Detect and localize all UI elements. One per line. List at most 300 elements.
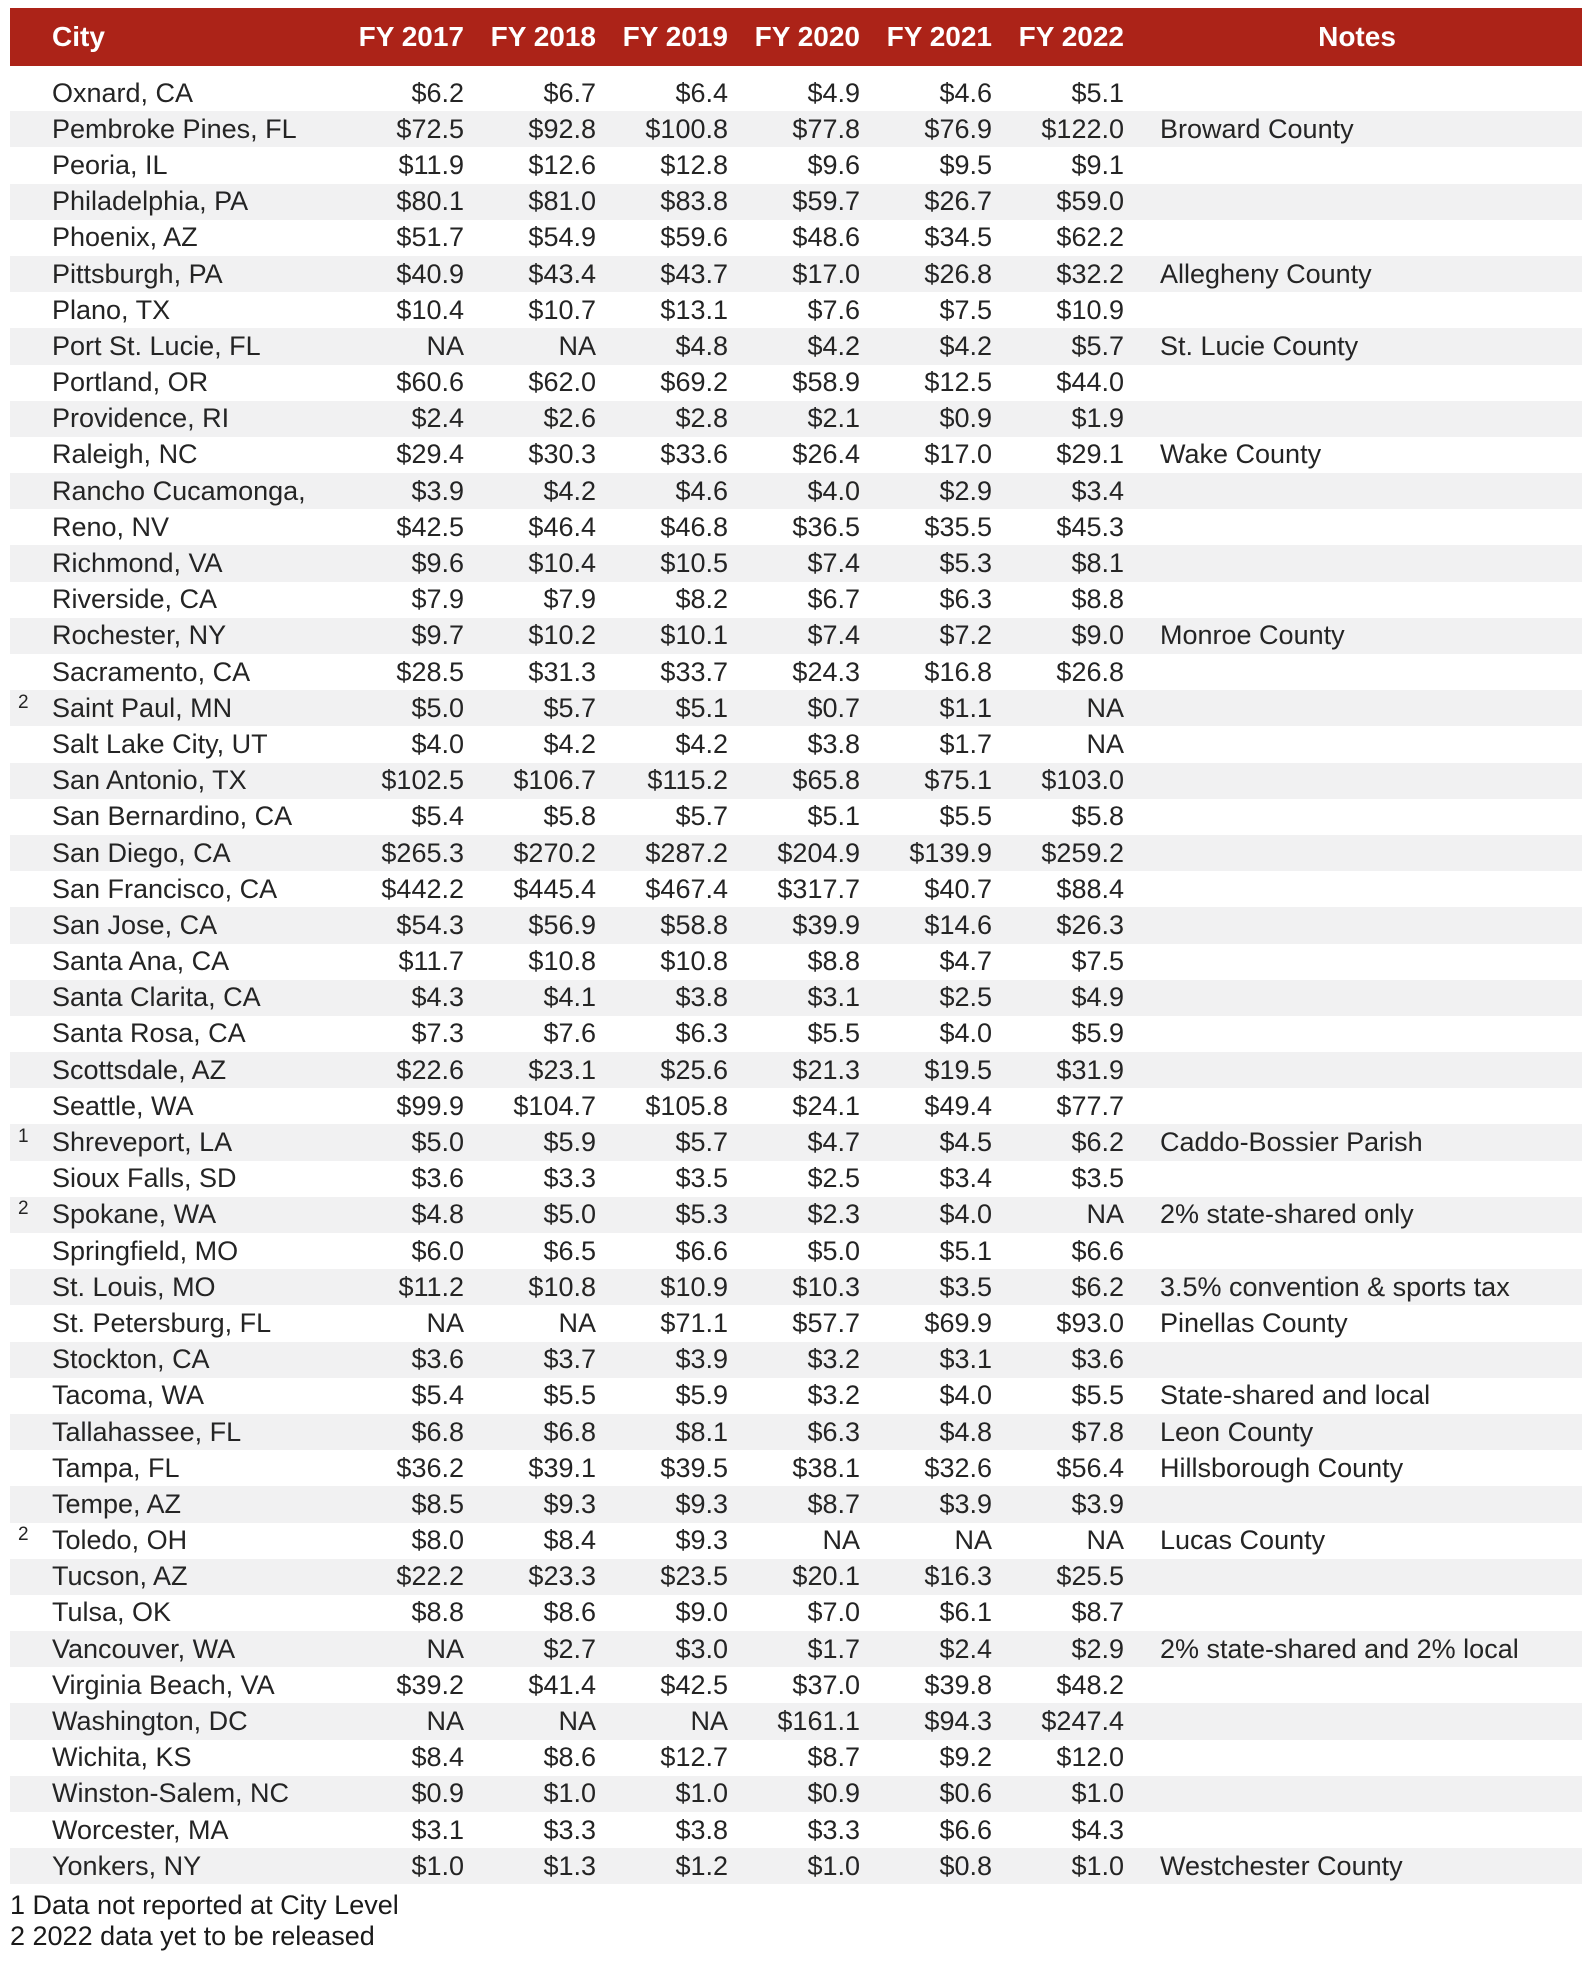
value-cell: $9.5: [939, 149, 992, 180]
city-cell: [10, 186, 340, 217]
value-cell: $2.4: [411, 403, 464, 434]
value-cell: $3.3: [543, 1163, 596, 1194]
table-row: [10, 980, 1582, 1016]
value-cell: $2.5: [939, 982, 992, 1013]
value-cell: $3.9: [1071, 1488, 1124, 1519]
value-cell: $0.9: [939, 403, 992, 434]
value-cell: $24.3: [792, 656, 860, 687]
city-cell: [10, 657, 340, 688]
table-row: [10, 835, 1582, 871]
table-row: [10, 944, 1582, 980]
value-cell: $69.2: [660, 367, 728, 398]
value-cell: NA: [1086, 1199, 1124, 1230]
value-cell: $26.8: [1056, 656, 1124, 687]
table-row: [10, 1197, 1582, 1233]
note-cell: Lucas County: [1160, 1525, 1326, 1556]
value-cell: NA: [426, 1706, 464, 1737]
table-row: [10, 1631, 1582, 1667]
value-cell: $6.2: [1071, 1271, 1124, 1302]
table-row: [10, 618, 1582, 654]
city-name: Tampa, FL: [52, 1452, 180, 1483]
value-cell: $4.7: [807, 1127, 860, 1158]
city-name: Rancho Cucamonga,: [52, 475, 306, 506]
table-row: [10, 401, 1582, 437]
value-cell: $42.5: [660, 1669, 728, 1700]
value-cell: $4.8: [411, 1199, 464, 1230]
city-name: Shreveport, LA: [52, 1127, 233, 1158]
value-cell: $5.9: [675, 1380, 728, 1411]
value-cell: $23.5: [660, 1561, 728, 1592]
city-name: Virginia Beach, VA: [52, 1669, 275, 1700]
value-cell: $29.1: [1056, 439, 1124, 470]
city-name: Oxnard, CA: [52, 77, 194, 108]
value-cell: $5.0: [411, 1127, 464, 1158]
city-cell: [10, 1417, 340, 1448]
city-cell: [10, 1778, 340, 1809]
city-cell: [10, 1453, 340, 1484]
value-cell: $26.8: [924, 258, 992, 289]
value-cell: $10.4: [528, 548, 596, 579]
city-cell: [10, 1561, 340, 1592]
value-cell: $104.7: [513, 1090, 596, 1121]
value-cell: NA: [558, 1706, 596, 1737]
value-cell: $3.6: [411, 1344, 464, 1375]
value-cell: $3.8: [675, 1814, 728, 1845]
city-cell: [10, 78, 340, 109]
note-cell: State-shared and local: [1160, 1380, 1431, 1411]
table-row: [10, 437, 1582, 473]
value-cell: $39.2: [396, 1669, 464, 1700]
value-cell: $3.5: [939, 1271, 992, 1302]
value-cell: $5.3: [939, 548, 992, 579]
table-row: [10, 1776, 1582, 1812]
value-cell: $56.4: [1056, 1452, 1124, 1483]
city-name: Providence, RI: [52, 403, 230, 434]
footnote-2: 2 2022 data yet to be released: [10, 1921, 375, 1952]
value-cell: $6.3: [807, 1416, 860, 1447]
value-cell: NA: [822, 1525, 860, 1556]
city-name: Reno, NV: [52, 511, 170, 542]
value-cell: $39.8: [924, 1669, 992, 1700]
value-cell: $46.8: [660, 511, 728, 542]
value-cell: $2.9: [1071, 1633, 1124, 1664]
table-row: [10, 1269, 1582, 1305]
city-name: Plano, TX: [52, 294, 171, 325]
table-row: [10, 1523, 1582, 1559]
value-cell: $9.2: [939, 1742, 992, 1773]
table-row: [10, 763, 1582, 799]
city-cell: [10, 910, 340, 941]
column-header-fy2021: FY 2021: [886, 21, 992, 52]
value-cell: $8.5: [411, 1488, 464, 1519]
city-cell: [10, 1236, 340, 1267]
value-cell: $5.5: [807, 1018, 860, 1049]
value-cell: $8.4: [411, 1742, 464, 1773]
value-cell: $3.6: [411, 1163, 464, 1194]
table-rows: [10, 75, 1582, 1884]
value-cell: $4.0: [939, 1018, 992, 1049]
value-cell: $3.2: [807, 1380, 860, 1411]
value-cell: $3.9: [411, 475, 464, 506]
value-cell: $4.2: [543, 728, 596, 759]
city-cell: [10, 548, 340, 579]
value-cell: $467.4: [645, 873, 728, 904]
value-cell: $3.9: [675, 1344, 728, 1375]
value-cell: $1.0: [411, 1850, 464, 1881]
value-cell: $4.3: [411, 982, 464, 1013]
city-cell: [10, 1308, 340, 1339]
value-cell: $37.0: [792, 1669, 860, 1700]
table-row: [10, 220, 1582, 256]
value-cell: $4.7: [939, 946, 992, 977]
value-cell: $7.6: [807, 294, 860, 325]
value-cell: $2.4: [939, 1633, 992, 1664]
column-header-fy2022: FY 2022: [1018, 21, 1124, 52]
value-cell: $106.7: [513, 765, 596, 796]
value-cell: $1.1: [939, 692, 992, 723]
value-cell: $161.1: [777, 1706, 860, 1737]
note-cell: Allegheny County: [1160, 258, 1372, 289]
value-cell: $8.1: [1071, 548, 1124, 579]
value-cell: $0.8: [939, 1850, 992, 1881]
value-cell: $93.0: [1056, 1307, 1124, 1338]
value-cell: $3.3: [807, 1814, 860, 1845]
table-row: [10, 184, 1582, 220]
city-name: St. Louis, MO: [52, 1271, 216, 1302]
value-cell: $317.7: [777, 873, 860, 904]
value-cell: $5.8: [543, 801, 596, 832]
value-cell: $11.2: [398, 1271, 464, 1302]
city-cell: [10, 1199, 340, 1230]
value-cell: $7.2: [939, 620, 992, 651]
city-name: Washington, DC: [52, 1706, 248, 1737]
table-row: [10, 75, 1582, 111]
value-cell: $11.7: [398, 946, 464, 977]
city-name: San Bernardino, CA: [52, 801, 293, 832]
value-cell: $7.3: [411, 1018, 464, 1049]
value-cell: $30.3: [528, 439, 596, 470]
city-name: Winston-Salem, NC: [52, 1778, 290, 1809]
value-cell: $48.6: [792, 222, 860, 253]
value-cell: $8.7: [807, 1488, 860, 1519]
value-cell: $28.5: [396, 656, 464, 687]
value-cell: $4.5: [939, 1127, 992, 1158]
value-cell: $92.8: [528, 113, 596, 144]
value-cell: $9.1: [1071, 149, 1124, 180]
table-row: [10, 871, 1582, 907]
value-cell: $265.3: [381, 837, 464, 868]
city-cell: [10, 693, 340, 724]
value-cell: $5.0: [807, 1235, 860, 1266]
value-cell: $31.9: [1056, 1054, 1124, 1085]
city-name: Wichita, KS: [52, 1742, 192, 1773]
table-row: [10, 1450, 1582, 1486]
value-cell: $4.6: [939, 77, 992, 108]
city-name: Port St. Lucie, FL: [52, 330, 261, 361]
value-cell: $10.1: [660, 620, 728, 651]
city-cell: [10, 1091, 340, 1122]
table-row: [10, 292, 1582, 328]
city-name: Seattle, WA: [52, 1090, 194, 1121]
table-row: [10, 726, 1582, 762]
value-cell: $5.4: [411, 801, 464, 832]
city-cell: [10, 1706, 340, 1737]
city-name: Santa Rosa, CA: [52, 1018, 246, 1049]
value-cell: $1.7: [807, 1633, 860, 1664]
table-row: [10, 1703, 1582, 1739]
column-header-fy2018: FY 2018: [490, 21, 596, 52]
value-cell: $1.0: [543, 1778, 596, 1809]
city-name: Spokane, WA: [52, 1199, 217, 1230]
city-name: Philadelphia, PA: [52, 186, 249, 217]
value-cell: $23.3: [528, 1561, 596, 1592]
city-cell: [10, 1742, 340, 1773]
value-cell: $5.1: [939, 1235, 992, 1266]
value-cell: $0.7: [807, 692, 860, 723]
value-cell: $36.2: [396, 1452, 464, 1483]
value-cell: $11.9: [398, 149, 464, 180]
value-cell: $5.7: [675, 801, 728, 832]
value-cell: $46.4: [528, 511, 596, 542]
city-cell: [10, 1127, 340, 1158]
table-row: [10, 1486, 1582, 1522]
table-row: [10, 509, 1582, 545]
table-row: [10, 1161, 1582, 1197]
value-cell: $2.7: [543, 1633, 596, 1664]
value-cell: $16.8: [924, 656, 992, 687]
note-cell: Monroe County: [1160, 620, 1345, 651]
city-name: Worcester, MA: [52, 1814, 229, 1845]
value-cell: $69.9: [924, 1307, 992, 1338]
city-name: St. Petersburg, FL: [52, 1307, 272, 1338]
value-cell: $5.0: [411, 692, 464, 723]
city-cell: [10, 1634, 340, 1665]
table-row: [10, 690, 1582, 726]
value-cell: $3.2: [807, 1344, 860, 1375]
city-cell: [10, 982, 340, 1013]
value-cell: $80.1: [396, 186, 464, 217]
value-cell: $7.8: [1071, 1416, 1124, 1447]
value-cell: $56.9: [528, 909, 596, 940]
city-name: Sacramento, CA: [52, 656, 251, 687]
value-cell: $14.6: [924, 909, 992, 940]
city-cell: [10, 874, 340, 905]
column-header-notes: Notes: [1318, 21, 1396, 52]
city-name: Phoenix, AZ: [52, 222, 198, 253]
value-cell: $16.3: [924, 1561, 992, 1592]
table-row: [10, 1342, 1582, 1378]
value-cell: $43.7: [660, 258, 728, 289]
column-header-city: City: [52, 21, 105, 52]
city-name: Riverside, CA: [52, 584, 218, 615]
value-cell: $5.3: [675, 1199, 728, 1230]
column-header-fy2017: FY 2017: [358, 21, 464, 52]
value-cell: NA: [954, 1525, 992, 1556]
value-cell: $33.6: [660, 439, 728, 470]
value-cell: $12.8: [660, 149, 728, 180]
table-row: [10, 799, 1582, 835]
table-row: [10, 473, 1582, 509]
value-cell: $7.0: [807, 1597, 860, 1628]
city-name: Tacoma, WA: [52, 1380, 205, 1411]
value-cell: $2.9: [939, 475, 992, 506]
value-cell: $33.7: [660, 656, 728, 687]
city-name: Santa Clarita, CA: [52, 982, 261, 1013]
value-cell: $1.0: [807, 1850, 860, 1881]
table-row: [10, 1414, 1582, 1450]
value-cell: $7.4: [807, 548, 860, 579]
value-cell: $44.0: [1056, 367, 1124, 398]
value-cell: NA: [1086, 728, 1124, 759]
city-cell: [10, 1489, 340, 1520]
city-name: San Jose, CA: [52, 909, 218, 940]
city-name: Saint Paul, MN: [52, 692, 233, 723]
value-cell: $6.7: [543, 77, 596, 108]
city-cell: [10, 222, 340, 253]
value-cell: $7.9: [543, 584, 596, 615]
value-cell: $40.9: [396, 258, 464, 289]
value-cell: $0.6: [939, 1778, 992, 1809]
value-cell: NA: [690, 1706, 728, 1737]
note-cell: Leon County: [1160, 1416, 1314, 1447]
value-cell: $287.2: [645, 837, 728, 868]
footnote-1: 1 Data not reported at City Level: [10, 1890, 399, 1921]
table-row: [10, 1595, 1582, 1631]
value-cell: $26.4: [792, 439, 860, 470]
value-cell: $270.2: [513, 837, 596, 868]
value-cell: $45.3: [1056, 511, 1124, 542]
value-cell: $9.0: [1071, 620, 1124, 651]
value-cell: $445.4: [513, 873, 596, 904]
value-cell: $36.5: [792, 511, 860, 542]
city-cell: [10, 512, 340, 543]
note-cell: St. Lucie County: [1160, 330, 1359, 361]
table-row: [10, 1088, 1582, 1124]
city-name: Vancouver, WA: [52, 1633, 236, 1664]
value-cell: $39.9: [792, 909, 860, 940]
city-name: Richmond, VA: [52, 548, 223, 579]
value-cell: $5.7: [543, 692, 596, 723]
footnote-ref: 2: [18, 1199, 29, 1220]
value-cell: $6.2: [411, 77, 464, 108]
value-cell: $35.5: [924, 511, 992, 542]
column-header-fy2020: FY 2020: [754, 21, 860, 52]
value-cell: $34.5: [924, 222, 992, 253]
city-cell: [10, 1055, 340, 1086]
value-cell: $8.8: [807, 946, 860, 977]
value-cell: $59.6: [660, 222, 728, 253]
value-cell: $105.8: [645, 1090, 728, 1121]
value-cell: $5.1: [675, 692, 728, 723]
city-name: Santa Ana, CA: [52, 946, 230, 977]
value-cell: $48.2: [1056, 1669, 1124, 1700]
value-cell: $10.8: [660, 946, 728, 977]
value-cell: $77.7: [1056, 1090, 1124, 1121]
city-name: Tallahassee, FL: [52, 1416, 242, 1447]
city-cell: [10, 1344, 340, 1375]
value-cell: $5.7: [675, 1127, 728, 1158]
city-name: San Antonio, TX: [52, 765, 247, 796]
note-cell: Pinellas County: [1160, 1307, 1348, 1338]
value-cell: $7.5: [939, 294, 992, 325]
table-row: [10, 328, 1582, 364]
value-cell: $1.7: [939, 728, 992, 759]
value-cell: $39.1: [528, 1452, 596, 1483]
value-cell: $60.6: [396, 367, 464, 398]
table-row: [10, 1667, 1582, 1703]
value-cell: $88.4: [1056, 873, 1124, 904]
value-cell: $49.4: [924, 1090, 992, 1121]
value-cell: $10.4: [396, 294, 464, 325]
value-cell: $4.2: [543, 475, 596, 506]
value-cell: $2.1: [807, 403, 860, 434]
city-name: San Francisco, CA: [52, 873, 278, 904]
value-cell: $4.9: [807, 77, 860, 108]
table-row: [10, 1848, 1582, 1884]
header-gap: [10, 66, 1582, 75]
value-cell: $26.3: [1056, 909, 1124, 940]
table-row: [10, 365, 1582, 401]
value-cell: $12.0: [1056, 1742, 1124, 1773]
value-cell: $58.9: [792, 367, 860, 398]
value-cell: $39.5: [660, 1452, 728, 1483]
value-cell: $9.0: [675, 1597, 728, 1628]
value-cell: $7.6: [543, 1018, 596, 1049]
value-cell: $3.3: [543, 1814, 596, 1845]
value-cell: $5.0: [543, 1199, 596, 1230]
value-cell: $5.8: [1071, 801, 1124, 832]
value-cell: $4.8: [939, 1416, 992, 1447]
value-cell: $6.7: [807, 584, 860, 615]
value-cell: $25.6: [660, 1054, 728, 1085]
value-cell: $10.9: [660, 1271, 728, 1302]
value-cell: $8.7: [807, 1742, 860, 1773]
value-cell: $38.1: [792, 1452, 860, 1483]
value-cell: $31.3: [528, 656, 596, 687]
value-cell: $3.6: [1071, 1344, 1124, 1375]
value-cell: $65.8: [792, 765, 860, 796]
city-name: Portland, OR: [52, 367, 209, 398]
value-cell: $42.5: [396, 511, 464, 542]
value-cell: $115.2: [647, 765, 728, 796]
value-cell: $9.3: [543, 1488, 596, 1519]
city-cell: [10, 1380, 340, 1411]
value-cell: $3.0: [675, 1633, 728, 1664]
city-name: Tempe, AZ: [52, 1488, 182, 1519]
city-name: Springfield, MO: [52, 1235, 239, 1266]
table-row: [10, 907, 1582, 943]
value-cell: $75.1: [924, 765, 992, 796]
value-cell: $6.8: [543, 1416, 596, 1447]
value-cell: $100.8: [645, 113, 728, 144]
city-cell: [10, 1272, 340, 1303]
value-cell: $10.2: [528, 620, 596, 651]
value-cell: $7.4: [807, 620, 860, 651]
note-cell: Broward County: [1160, 113, 1354, 144]
value-cell: NA: [1086, 692, 1124, 723]
city-name: Stockton, CA: [52, 1344, 210, 1375]
value-cell: $6.6: [1071, 1235, 1124, 1266]
value-cell: $5.1: [807, 801, 860, 832]
value-cell: $10.5: [660, 548, 728, 579]
city-cell: [10, 1851, 340, 1882]
value-cell: $9.6: [411, 548, 464, 579]
value-cell: $3.1: [807, 982, 860, 1013]
value-cell: $6.3: [939, 584, 992, 615]
value-cell: $24.1: [792, 1090, 860, 1121]
value-cell: $41.4: [528, 1669, 596, 1700]
value-cell: $5.9: [1071, 1018, 1124, 1049]
